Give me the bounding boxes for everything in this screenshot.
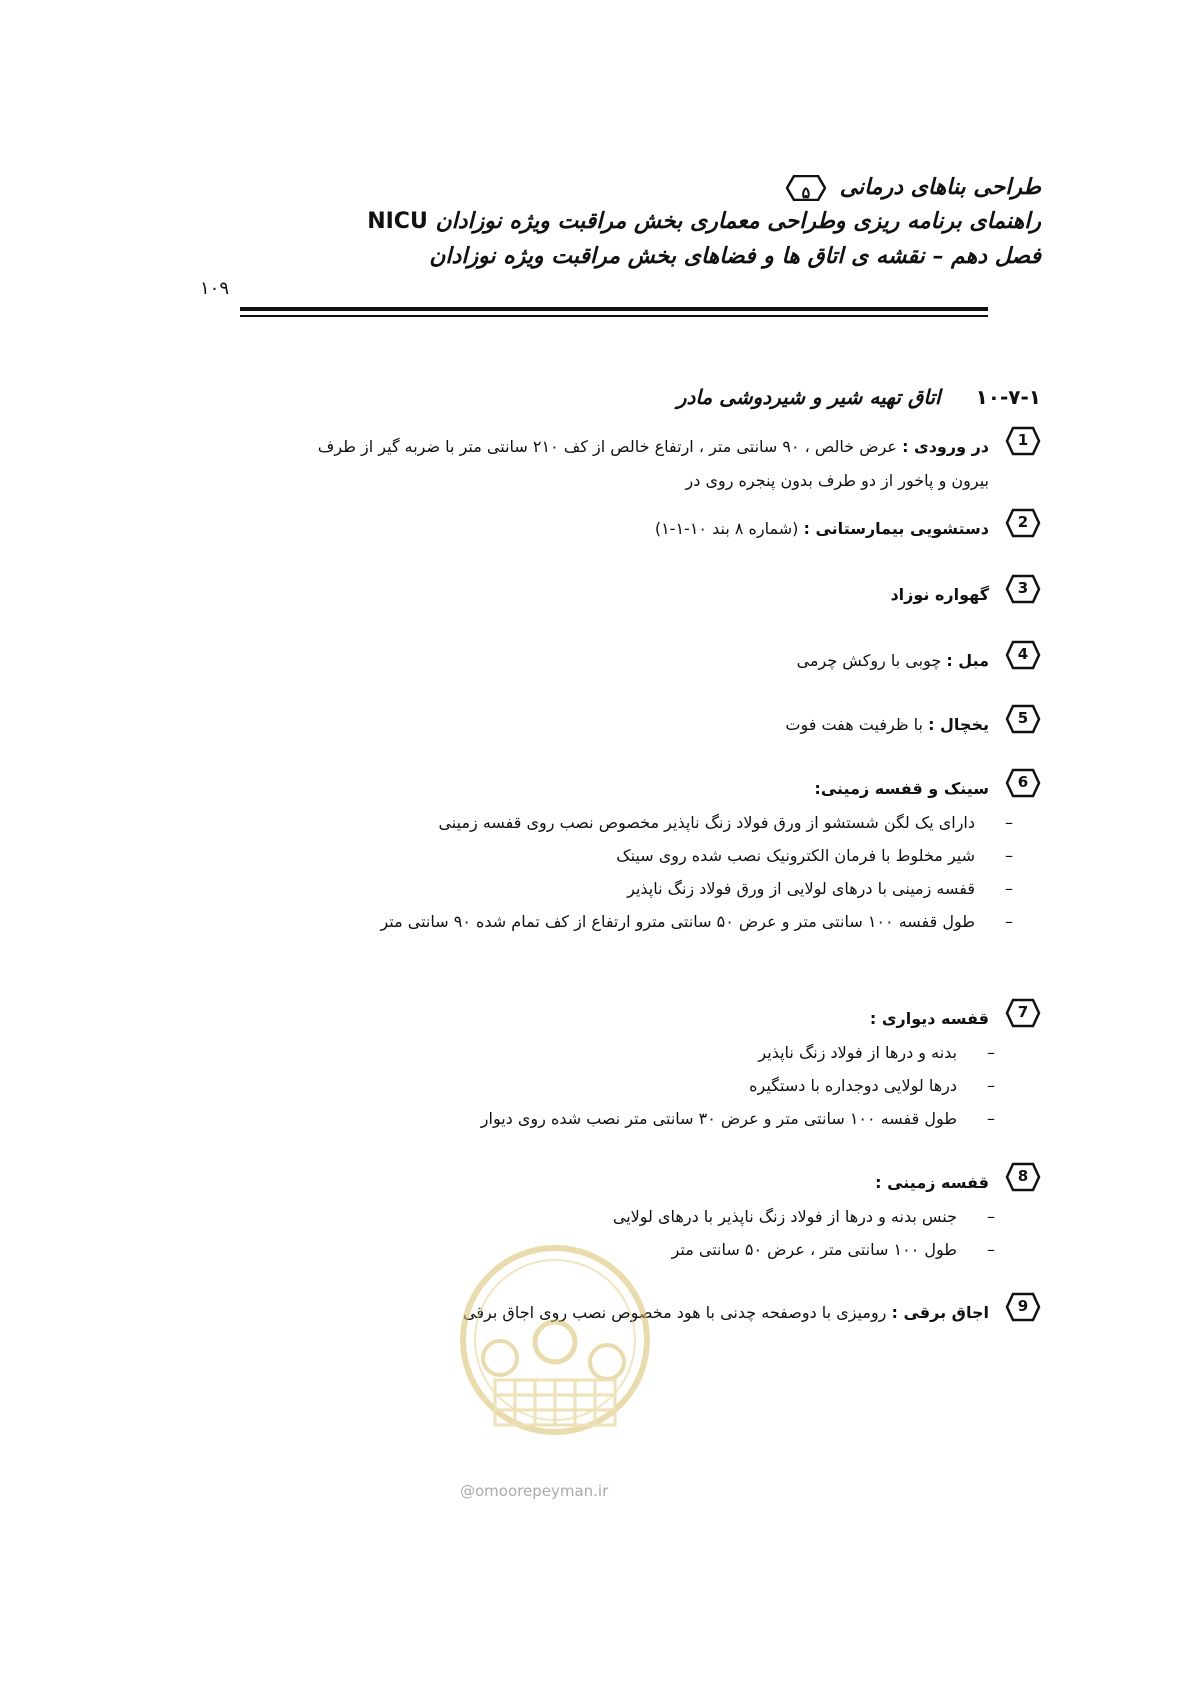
seal-icon [455, 1230, 655, 1470]
item-badge: 8 [1005, 1162, 1041, 1192]
item-label: گهواره نوزاد [890, 585, 989, 604]
book-title-text: طراحی بناهای درمانی [839, 174, 1041, 200]
item-label: اجاق برقی : [891, 1303, 989, 1322]
list-item: – طول ۱۰۰ سانتی متر ، عرض ۵۰ سانتی متر [671, 1240, 995, 1259]
list-item: – قفسه زمینی با درهای لولایی از ورق فولاد زنگ ناپذیر [627, 879, 1013, 898]
item-label: سینک و قفسه زمینی: [814, 779, 989, 798]
header-rule-thick [240, 307, 988, 311]
item-label: در ورودی : [902, 437, 989, 456]
item-badge: 6 [1005, 768, 1041, 798]
book-title [201, 170, 1041, 204]
item-label: قفسه دیواری : [869, 1009, 989, 1028]
volume-number: ۵ [801, 183, 811, 202]
item-bullet-list [281, 806, 1021, 938]
item-label: یخچال : [928, 715, 989, 734]
list-item: – طول قفسه ۱۰۰ سانتی متر و عرض ۵۰ سانتی مترو ارتفاع از کف تمام شده ۹۰ سانتی متر [380, 912, 1013, 931]
list-item: – دارای یک لگن شستشو از ورق فولاد زنگ ناپذیر مخصوص نصب روی قفسه زمینی [438, 813, 1013, 832]
section-number: ۱۰-۷-۱ [975, 385, 1041, 409]
volume-badge [786, 175, 826, 201]
item-badge: 5 [1005, 704, 1041, 734]
section-heading [541, 385, 1041, 409]
item-newborn-cradle [281, 578, 1041, 612]
item-text: با ظرفیت هفت فوت [785, 715, 923, 734]
item-badge: 3 [1005, 574, 1041, 604]
list-item: – شیر مخلوط با فرمان الکترونیک نصب شده روی سینک [616, 846, 1013, 865]
guide-title-text: راهنمای برنامه ریزی وطراحی معماری بخش مراقبت ویژه نوزادان [435, 208, 1041, 234]
list-item: – بدنه و درها از فولاد زنگ ناپذیر [758, 1043, 995, 1062]
chapter-title: فصل دهم – نقشه ی اتاق ها و فضاهای بخش مراقبت ویژه نوزادان [429, 243, 1041, 269]
item-badge: 7 [1005, 998, 1041, 1028]
guide-code: NICU [367, 209, 428, 234]
item-floor-cabinet [281, 1166, 1041, 1266]
item-label: مبل : [946, 651, 989, 670]
item-label: قفسه زمینی : [875, 1173, 989, 1192]
item-text: چوبی با روکش چرمی [796, 651, 942, 670]
item-electric-stove [281, 1296, 1041, 1330]
item-text: (شماره ۸ بند ۱۰-۱-۱) [654, 519, 799, 538]
item-badge: 1 [1005, 426, 1041, 456]
watermark-seal [455, 1230, 655, 1470]
page-header [201, 170, 1041, 273]
page-number: ۱۰۹ [200, 278, 230, 299]
item-text: رومیزی با دوصفحه چدنی با هود مخصوص نصب روی اجاق برقی [463, 1303, 887, 1322]
guide-title [201, 204, 1041, 239]
section-title: اتاق تهیه شیر و شیردوشی مادر [676, 385, 941, 409]
item-sink-floor-cabinet [281, 772, 1041, 938]
item-text: عرض خالص ، ۹۰ سانتی متر ، ارتفاع خالص از کف ۲۱۰ سانتی متر با ضربه گیر از طرف بیرون و پاخور از دو طرف بدون پنجره روی در [317, 437, 989, 490]
item-badge: 2 [1005, 508, 1041, 538]
item-wall-cabinet [281, 1002, 1041, 1135]
item-badge: 9 [1005, 1292, 1041, 1322]
item-hospital-sink [281, 512, 1041, 546]
header-rule-thin [240, 315, 988, 317]
item-bullet-list [281, 1036, 1003, 1135]
item-label: دستشویی بیمارستانی : [803, 519, 989, 538]
item-badge: 4 [1005, 640, 1041, 670]
list-item: – درها لولایی دوجداره با دستگیره [749, 1076, 995, 1095]
list-item: – جنس بدنه و درها از فولاد زنگ ناپذیر با درهای لولایی [612, 1207, 995, 1226]
item-refrigerator [281, 708, 1041, 742]
item-sofa [281, 644, 1041, 678]
watermark-text: @omoorepeyman.ir [460, 1482, 609, 1500]
list-item: – طول قفسه ۱۰۰ سانتی متر و عرض ۳۰ سانتی متر نصب شده روی دیوار [480, 1109, 995, 1128]
item-entrance-door [281, 430, 1041, 498]
